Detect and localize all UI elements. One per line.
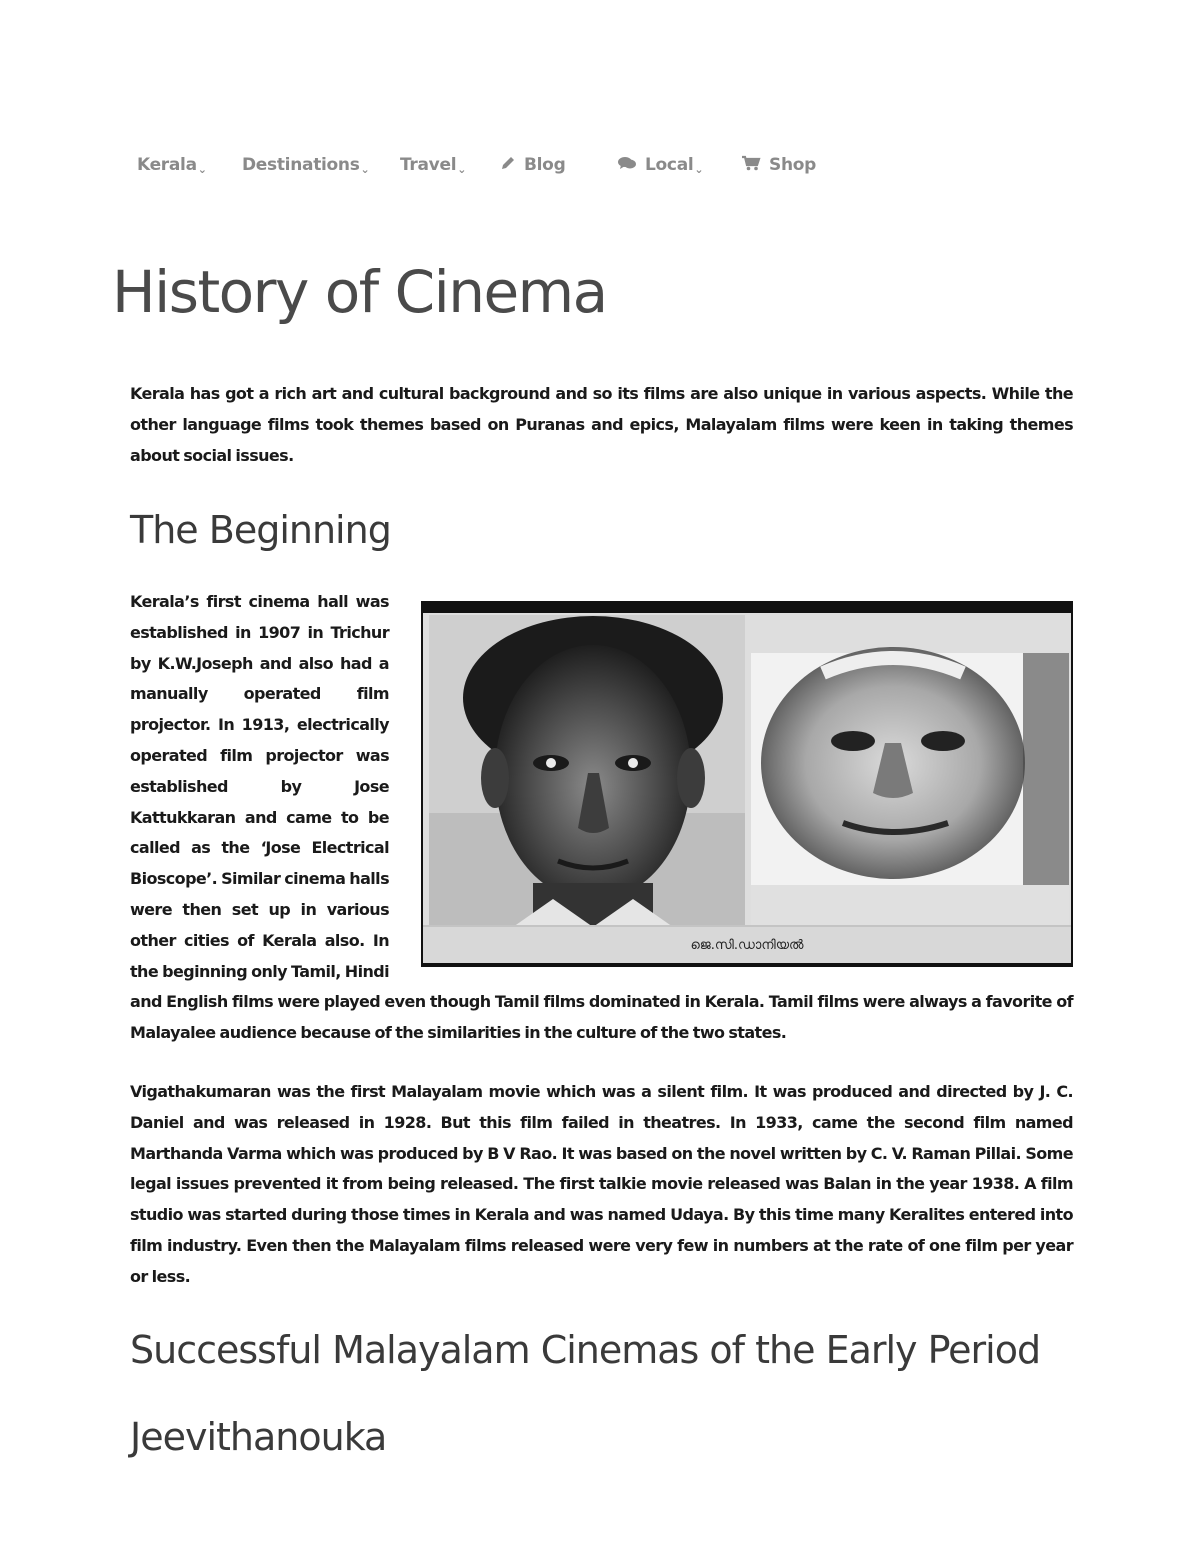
nav-item-label: Travel <box>400 155 457 175</box>
chevron-down-icon: ⌄ <box>197 162 207 176</box>
chevron-down-icon: ⌄ <box>694 162 704 176</box>
jc-daniel-photo <box>421 601 1073 967</box>
nav-item-blog[interactable] <box>500 155 617 176</box>
beginning-paragraph-1: Kerala’s first cinema hall was established in 1907 in Trichur by K.W.Joseph and also had a manually operated film projector. In 1913, electrically operated film projector was established by Jose Kattukkaran and came to be called as the ‘Jose Electrical Bioscope’. Similar cinema halls were then set up in various other cities of Kerala also. In the beginning only Tamil, Hindi and English films were played even though Tamil films dominated in Kerala. Tamil films were always a favorite of Malayalee audience because of the similarities in the culture of the two states. <box>130 592 1073 1043</box>
nav-item-destinations[interactable] <box>242 155 400 175</box>
nav-item-local[interactable] <box>617 155 741 176</box>
pencil-icon <box>500 155 516 176</box>
cart-icon <box>741 155 761 176</box>
section-heading-successful-cinemas: Successful Malayalam Cinemas of the Early Period <box>130 1328 1041 1372</box>
main-nav <box>137 150 831 180</box>
section-heading-jeevithanouka: Jeevithanouka <box>130 1415 387 1459</box>
nav-item-label: Kerala <box>137 155 197 175</box>
chat-bubble-icon <box>617 155 637 176</box>
chevron-down-icon: ⌄ <box>457 162 467 176</box>
nav-item-shop[interactable] <box>741 155 831 176</box>
intro-paragraph: Kerala has got a rich art and cultural background and so its films are also unique in various aspects. While the other language films took themes based on Puranas and epics, Malayalam films were keen in taking themes about social issues. <box>130 384 1073 465</box>
beginning-paragraph-2: Vigathakumaran was the first Malayalam movie which was a silent film. It was produced and directed by J. C. Daniel and was released in 1928. But this film failed in theatres. In 1933, came the second film named Marthanda Varma which was produced by B V Rao. It was based on the novel written by C. V. Raman Pillai. Some legal issues prevented it from being released. The first talkie movie released was Balan in the year 1938. A film studio was started during those times in Kerala and was named Udaya. By this time many Keralites entered into film industry. Even then the Malayalam films released were very few in numbers at the rate of one film per year or less. <box>130 1082 1073 1286</box>
nav-item-label: Local <box>645 155 694 175</box>
nav-item-kerala[interactable] <box>137 155 242 175</box>
beginning-block <box>130 587 1073 1049</box>
section-heading-beginning: The Beginning <box>130 508 391 552</box>
intro-block <box>130 379 1073 471</box>
photo-caption: ജെ.സി.ഡാനിയൽ <box>423 925 1071 963</box>
nav-item-label: Blog <box>524 155 566 175</box>
nav-item-travel[interactable] <box>400 155 500 175</box>
page-title: History of Cinema <box>112 258 607 326</box>
nav-item-label: Destinations <box>242 155 360 175</box>
beginning-block-2 <box>130 1077 1073 1293</box>
chevron-down-icon: ⌄ <box>360 162 370 176</box>
nav-item-label: Shop <box>769 155 816 175</box>
photo-image <box>423 613 1071 963</box>
